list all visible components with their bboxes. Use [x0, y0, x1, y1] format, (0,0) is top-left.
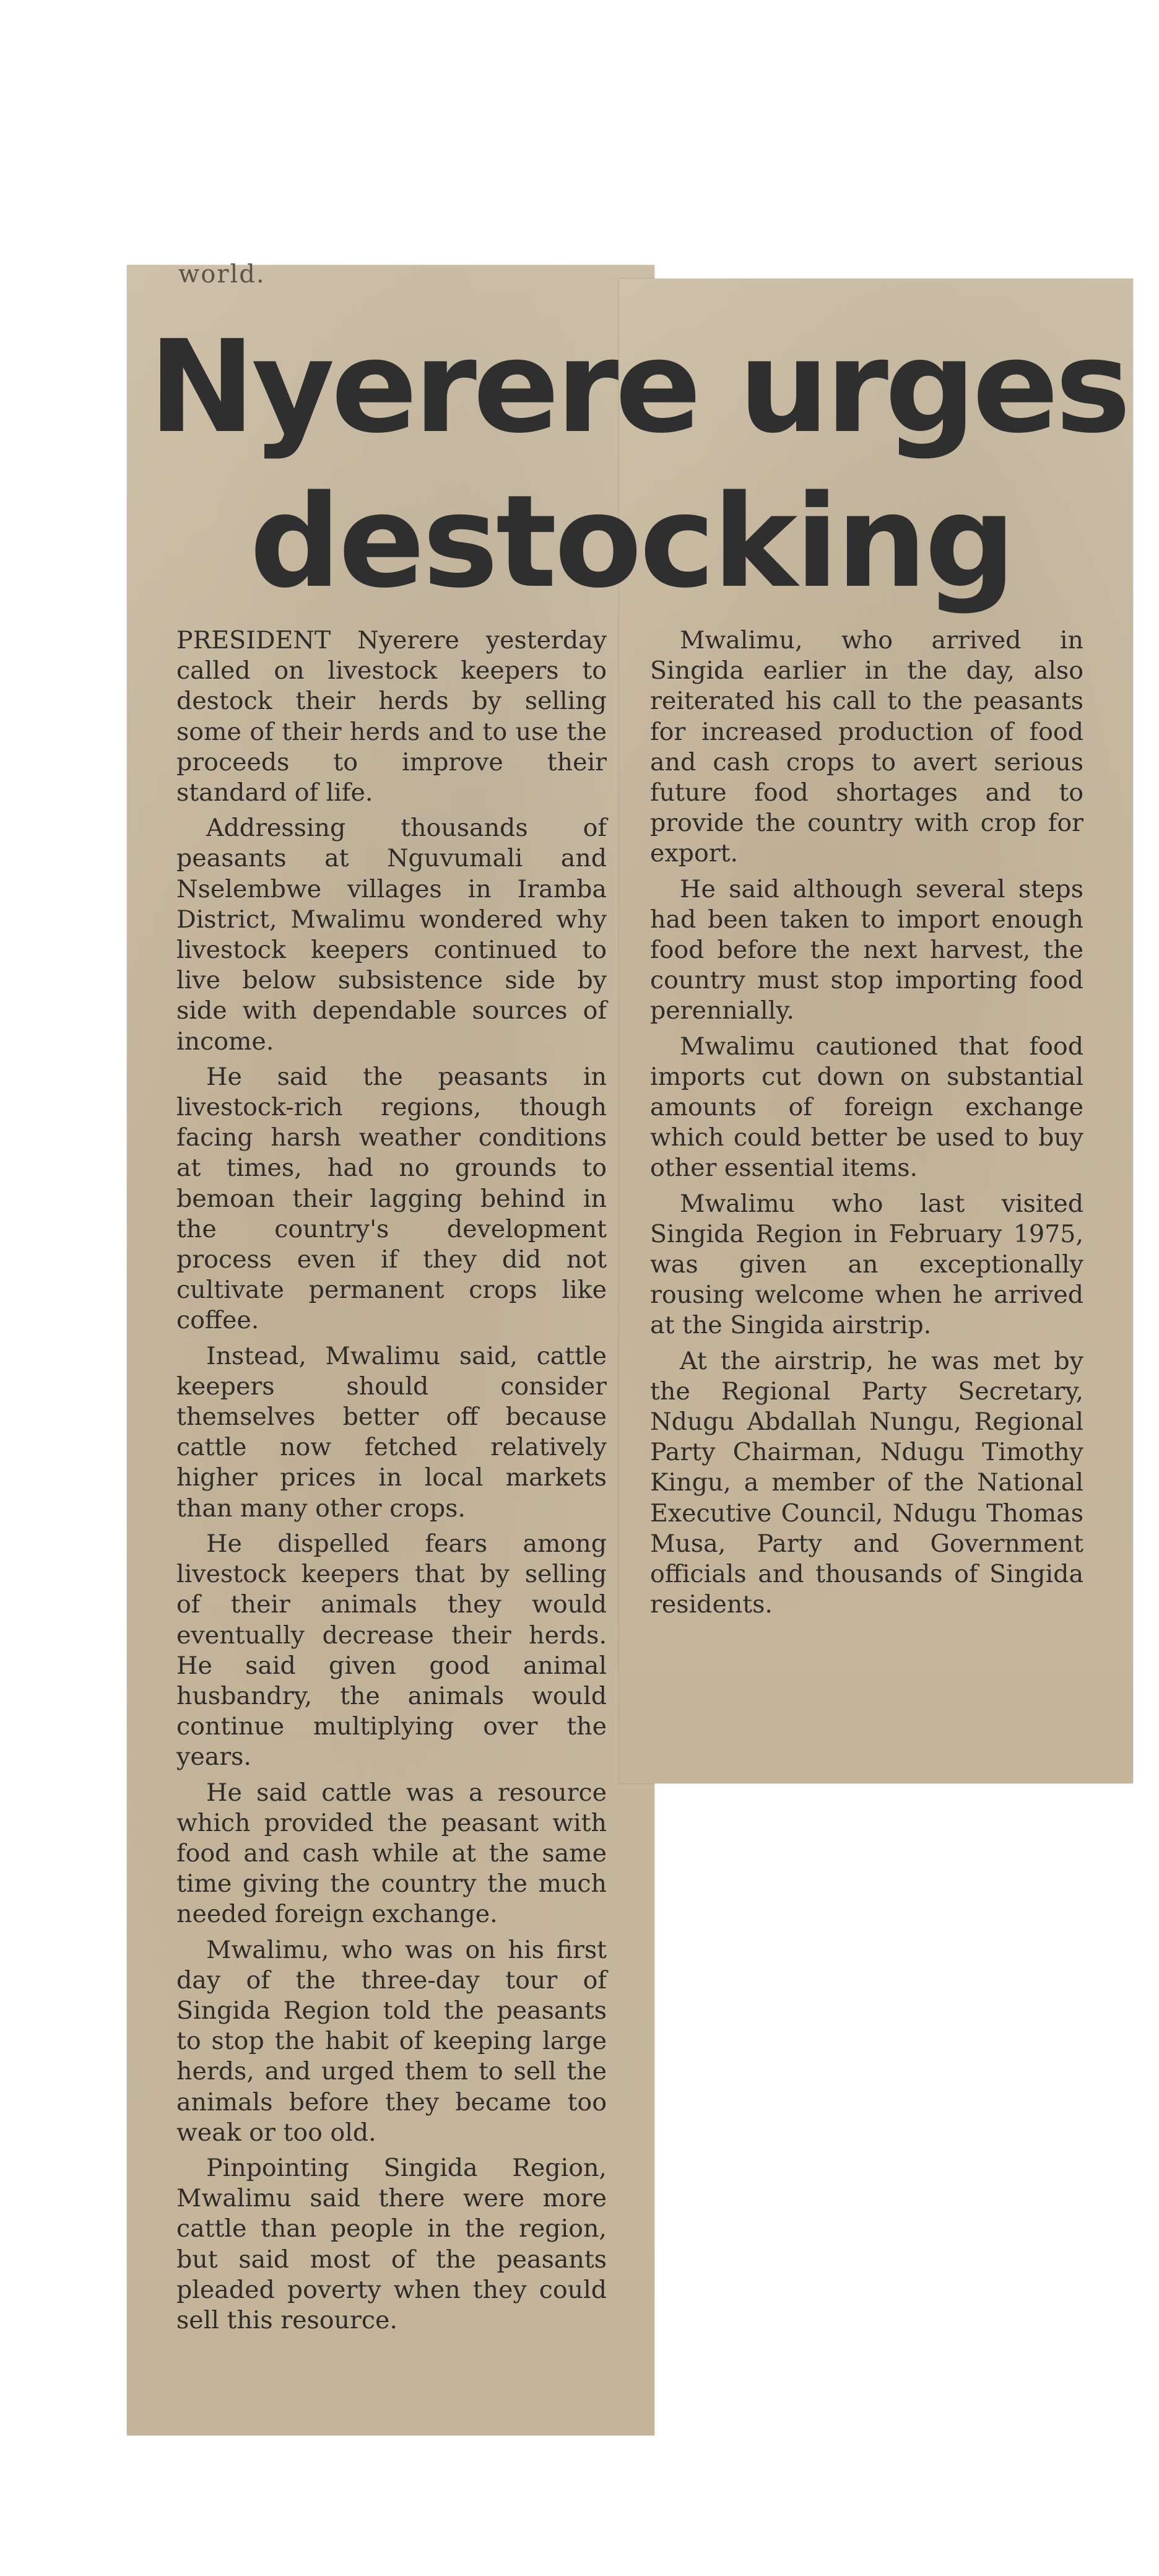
paragraph: He said cattle was a resource which provided the peasant with food and cash while at the same time giving the country the much needed foreign exchange.: [176, 1778, 607, 1929]
article-column-right: [650, 625, 1083, 1625]
clipped-previous-article-text: world.: [178, 260, 266, 289]
paragraph: He dispelled fears among livestock keepers that by selling of their animals they would eventually decrease their herds. He said given good animal husbandry, the animals would continue multiplying over the years.: [176, 1529, 607, 1772]
paragraph: Mwalimu cautioned that food imports cut down on substantial amounts of foreign exchange which could better be used to buy other essential items.: [650, 1032, 1083, 1183]
paragraph: Instead, Mwalimu said, cattle keepers should consider themselves better off because cattle now fetched relatively higher prices in local markets than many other crops.: [176, 1341, 607, 1523]
paragraph: He said although several steps had been taken to import enough food before the next harvest, the country must stop importing food perennially.: [650, 874, 1083, 1025]
paragraph: He said the peasants in livestock-rich regions, though facing harsh weather conditions at times, had no grounds to bemoan their lagging behind in the country's development process even if they did not cultivate permanent crops like coffee.: [176, 1062, 607, 1335]
paragraph: Mwalimu, who arrived in Singida earlier in the day, also reiterated his call to the peasants for increased production of food and cash crops to avert serious future food shortages and to provide the country with crop for export.: [650, 626, 1083, 868]
article-headline: [149, 303, 1127, 616]
headline-line-1: Nyerere urges: [149, 313, 1127, 461]
paragraph: PRESIDENT Nyerere yesterday called on livestock keepers to destock their herds by selling some of their herds and to use the proceeds to improve their standard of life.: [176, 626, 607, 807]
paragraph: At the airstrip, he was met by the Regional Party Secretary, Ndugu Abdallah Nungu, Regional Party Chairman, Ndugu Timothy Kingu, a member of the National Executive Council, Ndugu Thomas Musa, Party and Government officials and thousands of Singida residents.: [650, 1346, 1083, 1619]
paragraph: Pinpointing Singida Region, Mwalimu said there were more cattle than people in the region, but said most of the peasants pleaded poverty when they could sell this resource.: [176, 2153, 607, 2334]
paragraph: Mwalimu who last visited Singida Region in February 1975, was given an exceptionally rousing welcome when he arrived at the Singida airstrip.: [650, 1189, 1083, 1340]
article-column-left: [176, 625, 607, 2341]
paragraph: Mwalimu, who was on his first day of the three-day tour of Singida Region told the peasants to stop the habit of keeping large herds, and urged them to sell the animals before they became too weak or too old.: [176, 1935, 607, 2147]
headline-line-2: destocking: [250, 468, 1014, 616]
paragraph: Addressing thousands of peasants at Nguvumali and Nselembwe villages in Iramba District, Mwalimu wondered why livestock keepers continued to live below subsistence side by side with dependable sources of income.: [176, 814, 607, 1056]
